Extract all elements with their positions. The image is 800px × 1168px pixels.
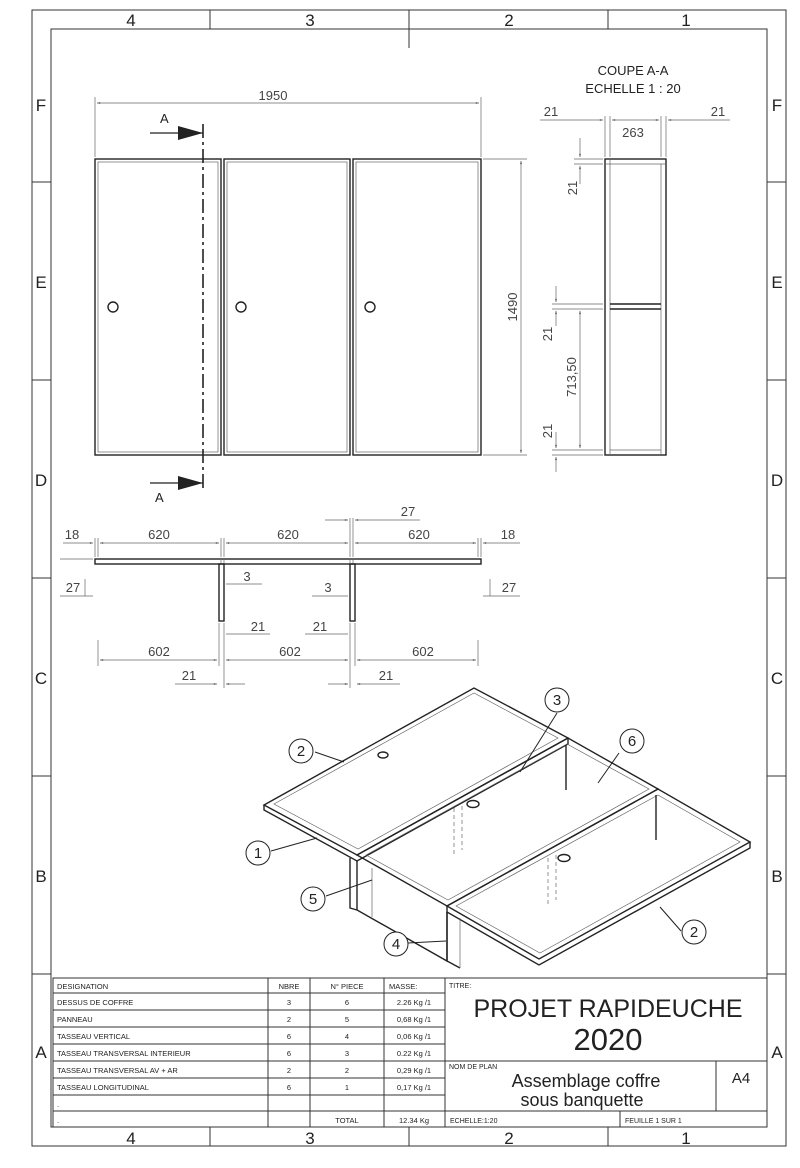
svg-text:1: 1 [253,845,263,862]
bom-row-4 [57,1049,431,1058]
bom-header-mass: MASSE: [389,982,418,991]
dim-602-c-label: 602 [412,644,434,659]
dim-section-mid-label: 21 [540,326,555,342]
bom-header-count: NBRE [278,982,300,991]
section-line-a [150,124,203,492]
dim-620-b-label: 620 [277,527,299,542]
dim-18-right-label: 18 [500,527,516,542]
svg-text:TASSEAU VERTICAL: TASSEAU VERTICAL [57,1032,131,1041]
dim-1950-label: 1950 [258,88,288,103]
svg-text:2.26 Kg /1: 2.26 Kg /1 [396,998,432,1007]
zone-row-b-right: B [771,867,783,886]
svg-text:PANNEAU: PANNEAU [57,1015,93,1024]
svg-text:.: . [57,1100,60,1109]
zone-col-2-top: 2 [504,11,514,30]
balloon-4 [384,932,408,956]
svg-text:2: 2 [344,1066,350,1075]
dim-602-a-label: 602 [148,644,170,659]
dim-620-c-label: 620 [408,527,430,542]
svg-text:TASSEAU TRANSVERSAL INTERIEUR: TASSEAU TRANSVERSAL INTERIEUR [57,1049,191,1058]
bom-header-designation: DESIGNATION [57,982,109,991]
zone-col-3-top: 3 [305,11,315,30]
svg-text:TASSEAU LONGITUDINAL: TASSEAU LONGITUDINAL [57,1083,149,1092]
project-title: PROJET RAPIDEUCHE [473,995,743,1023]
dim-27-top-label: 27 [400,504,416,519]
section-view [605,159,666,455]
section-title: COUPE A-A [597,63,669,78]
svg-text:2: 2 [296,743,306,760]
svg-text:3: 3 [552,692,562,709]
svg-text:1: 1 [344,1083,350,1092]
dim-21-c-label: 21 [181,668,197,683]
balloon-2-bottom [682,920,706,944]
dim-18-left-label: 18 [64,527,80,542]
dim-section-bottom-label: 21 [540,423,555,439]
zone-row-f-left: F [35,96,47,115]
svg-text:3: 3 [344,1049,350,1058]
top-view-dims [60,518,520,688]
sheet-number: FEUILLE 1 SUR 1 [625,1118,682,1125]
svg-text:0,68 Kg /1: 0,68 Kg /1 [396,1015,432,1024]
zone-row-d-left: D [34,471,48,490]
bom-row-2 [57,1015,431,1024]
svg-text:.: . [57,1116,60,1125]
dim-21-b-label: 21 [312,619,328,634]
svg-text:2: 2 [689,924,699,941]
svg-text:TASSEAU TRANSVERSAL AV + AR: TASSEAU TRANSVERSAL AV + AR [57,1066,178,1075]
svg-text:4: 4 [344,1032,350,1041]
svg-text:6: 6 [627,733,637,750]
handle-hole-1 [108,302,118,312]
zone-row-c-right: C [770,669,784,688]
zone-row-e-left: E [35,273,47,292]
section-marker-bottom: A [155,490,164,505]
svg-text:6: 6 [286,1083,292,1092]
zone-col-4-top: 4 [126,11,136,30]
svg-text:6: 6 [286,1032,292,1041]
dim-section-top-label: 21 [565,180,580,196]
balloon-6 [620,729,644,753]
svg-text:0.22 Kg /1: 0.22 Kg /1 [396,1049,432,1058]
zone-col-3-bottom: 3 [305,1129,315,1148]
dim-27-right-label: 27 [501,580,517,595]
bom-row-1 [57,998,431,1007]
dim-620-a-label: 620 [148,527,170,542]
bom-row-7 [57,1100,59,1109]
svg-text:2: 2 [286,1066,292,1075]
svg-text:2: 2 [286,1015,292,1024]
dim-27-left-label: 27 [65,580,81,595]
svg-text:6: 6 [344,998,350,1007]
dim-section-width-label: 263 [622,125,644,140]
sheet-format: A4 [731,1070,751,1087]
project-year: 2020 [573,1022,643,1057]
bom-row-3 [57,1032,431,1041]
zone-row-d-right: D [770,471,784,490]
dim-section-height-label: 713,50 [564,357,579,397]
balloon-5 [301,887,325,911]
svg-text:4: 4 [391,936,401,953]
bom-header-piece: N° PIECE [330,982,364,991]
bom-row-5 [57,1066,431,1075]
dim-section-right-label: 21 [710,104,726,119]
scale-label: ECHELLE:1:20 [450,1118,498,1125]
svg-text:TOTAL: TOTAL [335,1116,359,1125]
svg-text:6: 6 [286,1049,292,1058]
dim-3-b-label: 3 [324,580,332,595]
sheet-frame [32,10,786,1146]
zone-row-a-left: A [35,1043,47,1062]
front-view [95,159,481,455]
title-label: TITRE: [449,983,472,990]
zone-col-2-bottom: 2 [504,1129,514,1148]
svg-text:0,17 Kg /1: 0,17 Kg /1 [396,1083,432,1092]
plan-name-line-1: Assemblage coffre [511,1071,661,1091]
zone-row-e-right: E [771,273,783,292]
svg-text:0,06 Kg /1: 0,06 Kg /1 [396,1032,432,1041]
svg-text:3: 3 [286,998,292,1007]
handle-hole-2 [236,302,246,312]
dim-21-a-label: 21 [250,619,266,634]
plan-name-line-2: sous banquette [520,1090,644,1110]
plan-name-label: NOM DE PLAN [449,1064,498,1071]
svg-text:0,29 Kg /1: 0,29 Kg /1 [396,1066,432,1075]
section-scale: ECHELLE 1 : 20 [585,81,681,96]
dim-1490-label: 1490 [505,292,520,322]
zone-row-c-left: C [34,669,48,688]
zone-col-1-bottom: 1 [681,1129,691,1148]
svg-text:5: 5 [308,891,318,908]
balloon-2-top [289,739,313,763]
section-marker-top: A [160,111,169,126]
dim-21-d-label: 21 [378,668,394,683]
handle-hole-3 [365,302,375,312]
svg-text:12.34 Kg: 12.34 Kg [398,1116,430,1125]
svg-text:5: 5 [344,1015,350,1024]
zone-row-f-right: F [771,96,783,115]
dim-front-width [95,97,481,157]
dim-section-left-label: 21 [543,104,559,119]
bom-row-6 [57,1083,431,1092]
top-view [95,559,481,621]
balloon-3 [545,688,569,712]
balloon-1 [246,841,270,865]
zone-col-4-bottom: 4 [126,1129,136,1148]
dim-3-a-label: 3 [243,569,251,584]
svg-text:DESSUS DE COFFRE: DESSUS DE COFFRE [57,998,134,1007]
dim-602-b-label: 602 [279,644,301,659]
zone-row-b-left: B [35,867,47,886]
zone-row-a-right: A [771,1043,783,1062]
zone-col-1-top: 1 [681,11,691,30]
bom-row-total [57,1116,429,1125]
